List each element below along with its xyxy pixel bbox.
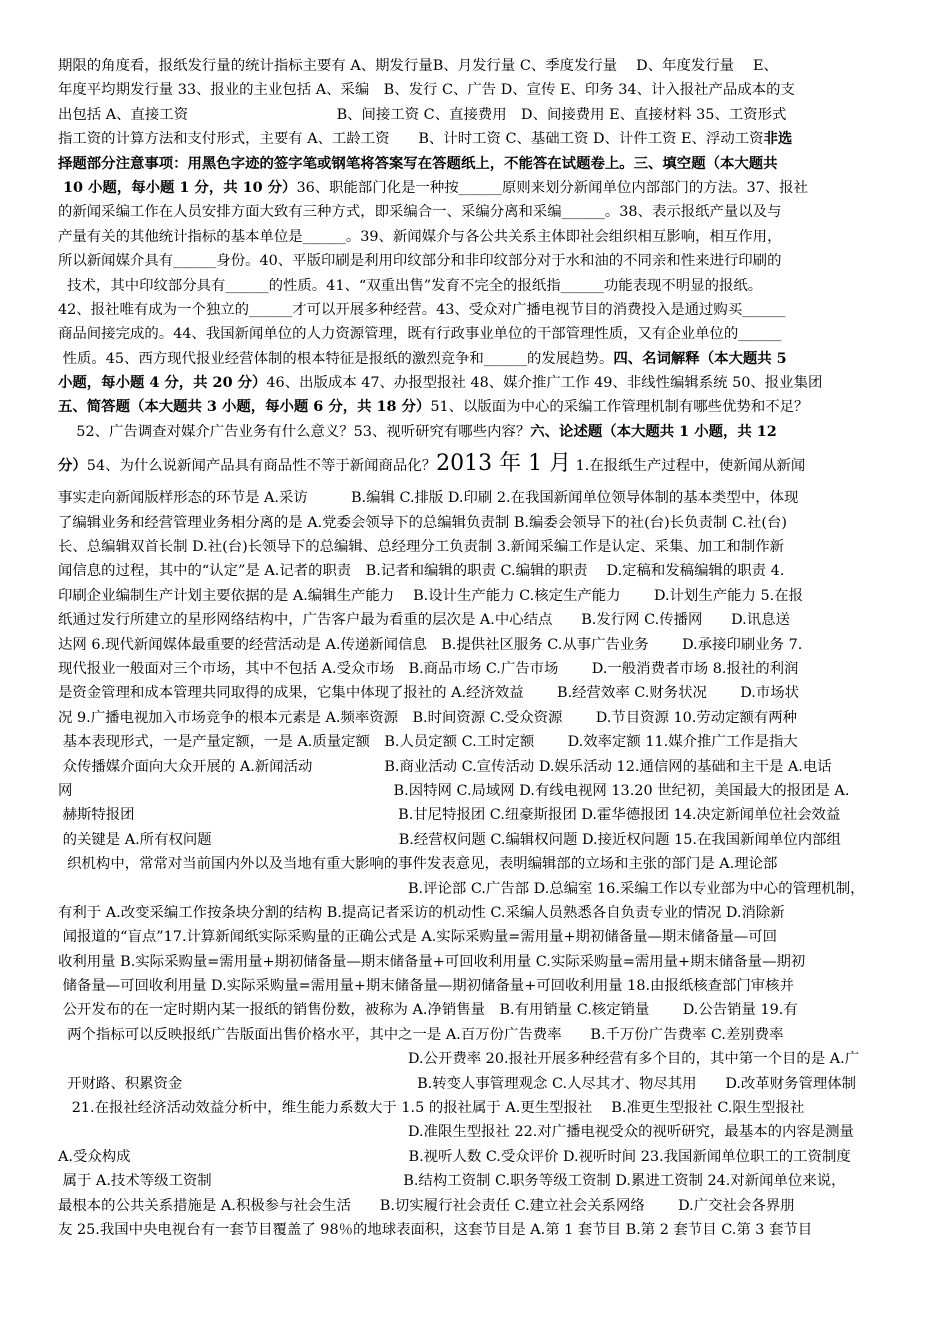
body-text: B.评论部 C.广告部 D.总编室 16.采编工作以专业部为中心的管理机制，	[58, 880, 865, 897]
body-text: 网 B.因特网 C.局域网 D.有线电视网 13.20 世纪初，美国最大的报团是 A.	[58, 782, 850, 799]
text-line	[58, 176, 898, 200]
body-text: 了编辑业务和经营管理业务相分离的是 A.党委会领导下的总编辑负责制 B.编委会领导下的社(台)长负责制 C.社(台)	[58, 514, 787, 531]
text-line	[58, 152, 898, 176]
body-text: 最根本的公共关系措施是 A.积极参与社会生活 B.切实履行社会责任 C.建立社会关系网络 D.广交社会各界朋	[58, 1197, 795, 1214]
text-line	[58, 755, 898, 779]
text-line	[58, 395, 898, 419]
text-line	[58, 1096, 898, 1120]
bold-heading-text: 五、简答题（本大题共 3 小题，每小题 6 分，共 18 分）	[58, 398, 431, 416]
text-line	[58, 420, 898, 444]
text-line	[58, 103, 898, 127]
body-text: 闻信息的过程，其中的“认定”是 A.记者的职责 B.记者和编辑的职责 C.编辑的职责 D.定稿和发稿编辑的职责 4.	[58, 563, 785, 580]
text-line	[58, 998, 898, 1022]
body-text: 42、报社唯有成为一个独立的______才可以开展多种经营。43、受众对广播电视节目的消费投入是通过购买______	[58, 301, 786, 318]
text-line	[58, 535, 898, 559]
body-text: 产量有关的其他统计指标的基本单位是______。39、新闻媒介与各公共关系主体即社会组织相互影响，相互作用，	[58, 228, 782, 245]
bold-heading-text: 四、名词解释（本大题共 5	[613, 349, 787, 367]
body-text: 赫斯特报团 B.甘尼特报团 C.纽豪斯报团 D.霍华德报团 14.决定新闻单位社会效益	[58, 807, 841, 824]
text-line	[58, 901, 898, 925]
text-line	[58, 1072, 898, 1096]
text-line	[58, 877, 898, 901]
body-text: A.受众构成 B.视听人数 C.受众评价 D.视听时间 23.我国新闻单位职工的工资制度	[58, 1148, 851, 1165]
body-text: 现代报业一般面对三个市场，其中不包括 A.受众市场 B.商品市场 C.广告市场 D.一般消费者市场 8.报社的利润	[58, 660, 799, 677]
body-text: 印刷企业编制生产计划主要依据的是 A.编辑生产能力 B.设计生产能力 C.核定生产能力 D.计划生产能力 5.在报	[58, 587, 803, 604]
bold-heading-text: 择题部分注意事项：用黑色字迹的签字笔或钢笔将答案写在答题纸上，不能答在试题卷上。三、填空题（本大题共	[58, 154, 778, 172]
body-text: D.公开费率 20.报社开展多种经营有多个目的，其中第一个目的是 A.广	[58, 1051, 860, 1068]
text-line	[58, 706, 898, 730]
text-line	[58, 974, 898, 998]
body-text: 众传播媒介面向大众开展的 A.新闻活动 B.商业活动 C.宣传活动 D.娱乐活动 12.通信网的基础和主干是 A.电话	[58, 758, 832, 775]
body-text: 51、以版面为中心的采编工作管理机制有哪些优势和不足？	[430, 399, 809, 416]
text-line	[58, 127, 898, 151]
body-text: 出包括 A、直接工资 B、间接工资 C、直接费用 D、间接费用 E、直接材料 35、工资形式	[58, 106, 787, 123]
text-line	[58, 730, 898, 754]
body-text: 技术，其中印纹部分具有______的性质。41、“双重出售”发育不完全的报纸指______功能表现不明显的报纸。	[58, 277, 763, 294]
text-line	[58, 78, 898, 102]
bold-heading-text: 10 小题，每小题 1 分，共 10 分）	[58, 178, 297, 196]
text-line	[58, 444, 898, 486]
text-line	[58, 633, 898, 657]
text-line	[58, 1120, 898, 1144]
text-line	[58, 322, 898, 346]
text-line	[58, 225, 898, 249]
text-line	[58, 608, 898, 632]
body-text: 事实走向新闻版样形态的环节是 A.采访 B.编辑 C.排版 D.印刷 2.在我国新闻单位领导体制的基本类型中，体现	[58, 490, 799, 507]
body-text: 期限的角度看，报纸发行量的统计指标主要有 A、期发行量B、月发行量 C、季度发行量 D、年度发行量 E、	[58, 58, 778, 74]
body-text: 21.在报社经济活动效益分析中，维生能力系数大于 1.5 的报社属于 A.更生型报社 B.准更生型报社 C.限生型报社	[58, 1100, 805, 1117]
text-line	[58, 803, 898, 827]
text-line	[58, 298, 898, 322]
body-text: 属于 A.技术等级工资制 B.结构工资制 C.职务等级工资制 D.累进工资制 24.对新闻单位来说，	[58, 1173, 846, 1190]
body-text: 况 9.广播电视加入市场竞争的根本元素是 A.频率资源 B.时间资源 C.受众资源 D.节目资源 10.劳动定额有两种	[58, 709, 798, 726]
date-heading: 2013 年 1 月	[436, 451, 572, 477]
body-text: 长、总编辑双首长制 D.社(台)长领导下的总编辑、总经理分工负责制 3.新闻采编工作是认定、采集、加工和制作新	[58, 539, 785, 556]
body-text: 基本表现形式，一是产量定额，一是 A.质量定额 B.人员定额 C.工时定额 D.效率定额 11.媒介推广工作是指大	[58, 734, 798, 751]
text-line	[58, 657, 898, 681]
text-line	[58, 559, 898, 583]
text-line	[58, 779, 898, 803]
body-text: 46、出版成本 47、办报型报社 48、媒介推广工作 49、非线性编辑系统 50、报业集团	[266, 375, 823, 392]
text-line	[58, 828, 898, 852]
body-text: 指工资的计算方法和支付形式，主要有 A、工龄工资 B、计时工资 C、基础工资 D、计件工资 E、浮动工资	[58, 131, 764, 148]
bold-heading-text: 六、论述题（本大题共 1 小题，共 12	[530, 422, 777, 440]
body-text: 收利用量 B.实际采购量=需用量+期初储备量—期末储备量+可回收利用量 C.实际采购量=需用量+期末储备量—期初	[58, 953, 806, 970]
body-text: 的关键是 A.所有权问题 B.经营权问题 C.编辑权问题 D.接近权问题 15.在我国新闻单位内部组	[58, 831, 841, 848]
text-line	[58, 584, 898, 608]
text-line	[58, 1169, 898, 1193]
text-line	[58, 200, 898, 224]
body-text: 1.在报纸生产过程中，使新闻从新闻	[571, 458, 806, 475]
text-line	[58, 371, 898, 395]
body-text: 闻报道的“盲点”17.计算新闻纸实际采购量的正确公式是 A.实际采购量=需用量+期初储备量—期末储备量—可回	[58, 929, 778, 946]
text-line	[58, 274, 898, 298]
text-line	[58, 486, 898, 510]
body-text: 是资金管理和成本管理共同取得的成果，它集中体现了报社的 A.经济效益 B.经营效率 C.财务状况 D.市场状	[58, 685, 800, 702]
bold-heading-text: 小题，每小题 4 分，共 20 分）	[58, 374, 267, 392]
text-line	[58, 1145, 898, 1169]
text-line	[58, 1218, 898, 1242]
body-text: 织机构中，常常对当前国内外以及当地有重大影响的事件发表意见，表明编辑部的立场和主张的部门是 A.理论部	[58, 856, 778, 873]
text-line	[58, 925, 898, 949]
text-line	[58, 1023, 898, 1047]
text-line	[58, 950, 898, 974]
body-text: 年度平均期发行量 33、报业的主业包括 A、采编 B、发行 C、广告 D、宣传 E、印务 34、计入报社产品成本的支	[58, 82, 795, 99]
body-text: 54、为什么说新闻产品具有商品性不等于新闻商品化？	[86, 458, 437, 475]
bold-heading-text: 非选	[763, 130, 793, 148]
body-text: 的新闻采编工作在人员安排方面大致有三种方式，即采编合一、采编分离和采编______。38、表示报纸产量以及与	[58, 204, 782, 221]
text-line	[58, 54, 898, 78]
text-line	[58, 511, 898, 535]
text-line	[58, 347, 898, 371]
document-page	[58, 54, 898, 1334]
body-text: D.准限生型报社 22.对广播电视受众的视听研究，最基本的内容是测量	[58, 1124, 854, 1141]
text-line	[58, 681, 898, 705]
body-text: 52、广告调查对媒介广告业务有什么意义？53、视听研究有哪些内容？	[58, 423, 531, 440]
body-text: 36、职能部门化是一种按______原则来划分新闻单位内部部门的方法。37、报社	[296, 179, 808, 196]
body-text: 储备量—可回收利用量 D.实际采购量=需用量+期末储备量—期初储备量+可回收利用量 18.由报纸核查部门审核并	[58, 978, 794, 995]
body-text: 纸通过发行所建立的星形网络结构中，广告客户最为看重的层次是 A.中心结点 B.发行网 C.传播网 D.讯息送	[58, 612, 790, 629]
text-line	[58, 852, 898, 876]
text-line	[58, 1194, 898, 1218]
text-line	[58, 1047, 898, 1071]
body-text: 性质。45、西方现代报业经营体制的根本特征是报纸的激烈竞争和______的发展趋势。	[58, 350, 614, 367]
text-line	[58, 249, 898, 273]
bold-heading-text: 分）	[58, 457, 87, 475]
body-text: 两个指标可以反映报纸广告版面出售价格水平，其中之一是 A.百万份广告费率 B.千万份广告费率 C.差别费率	[58, 1026, 784, 1043]
body-text: 公开发布的在一定时期内某一报纸的销售份数，被称为 A.净销售量 B.有用销量 C.核定销量 D.公告销量 19.有	[58, 1002, 798, 1019]
body-text: 友 25.我国中央电视台有一套节目覆盖了 98％的地球表面积，这套节目是 A.第 1 套节目 B.第 2 套节目 C.第 3 套节目	[58, 1221, 813, 1238]
body-text: 达网 6.现代新闻媒体最重要的经营活动是 A.传递新闻信息 B.提供社区服务 C.从事广告业务 D.承接印刷业务 7.	[58, 636, 803, 653]
body-text: 商品间接完成的。44、我国新闻单位的人力资源管理，既有行政事业单位的干部管理性质，又有企业单位的______	[58, 326, 782, 343]
body-text: 开财路、积累资金 B.转变人事管理观念 C.人尽其才、物尽其用 D.改革财务管理体制	[58, 1075, 857, 1092]
body-text: 所以新闻媒介具有______身份。40、平版印刷是利用印纹部分和非印纹部分对于水和油的不同亲和性来进行印刷的	[58, 253, 782, 270]
body-text: 有利于 A.改变采编工作按条块分割的结构 B.提高记者采访的机动性 C.采编人员熟悉各自负责专业的情况 D.消除新	[58, 904, 785, 921]
